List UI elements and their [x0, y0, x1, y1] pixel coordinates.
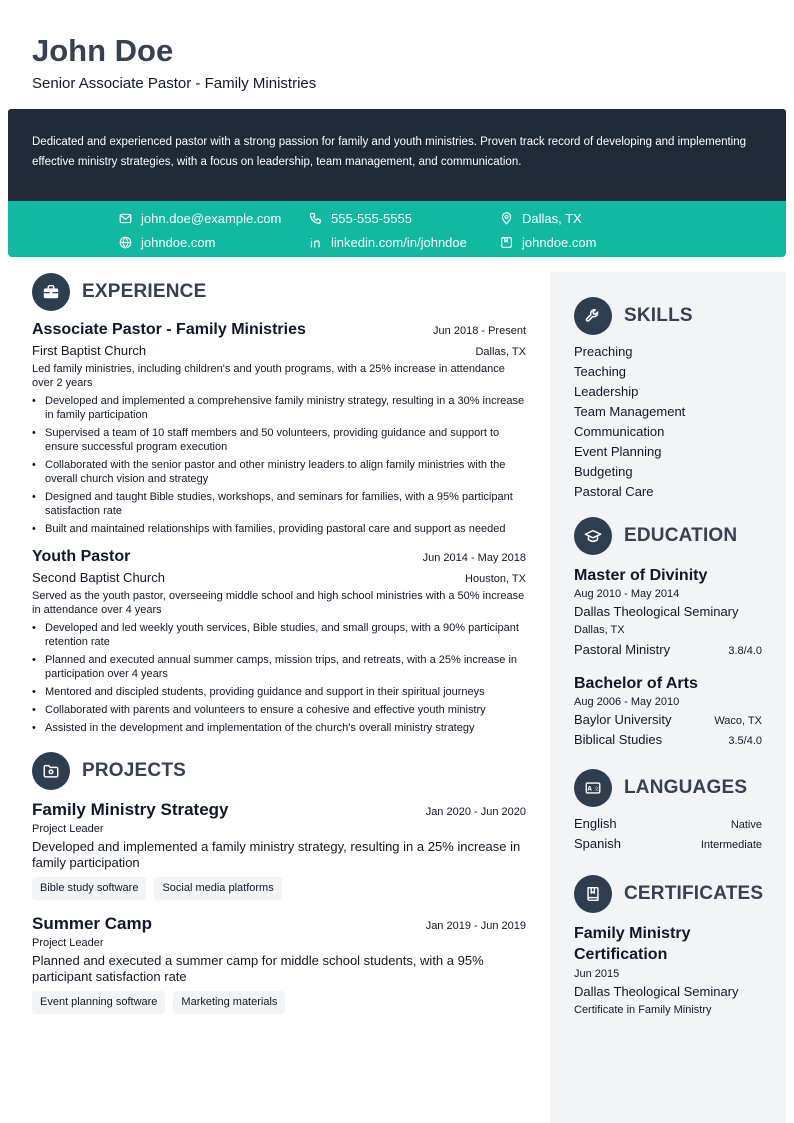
certificate-name: Family Ministry Certification — [574, 925, 691, 963]
experience-header — [32, 272, 526, 312]
languages-title: LANGUAGES — [624, 777, 748, 798]
experience-title: EXPERIENCE — [82, 281, 207, 302]
mail-icon — [119, 212, 132, 225]
skill-item: Leadership — [574, 384, 639, 399]
education-field: Pastoral Ministry — [574, 642, 671, 657]
job-organization: Second Baptist Church — [32, 570, 165, 585]
job-bullet: • Developed and implemented a comprehensive family ministry strategy, resulting in a 30% increase in family participation — [32, 394, 526, 422]
contact-email-text[interactable]: john.doe@example.com — [141, 210, 282, 226]
contact-phone-text[interactable]: 555-555-5555 — [331, 210, 412, 226]
project-tag: Marketing materials — [173, 991, 285, 1014]
project-role: Project Leader — [32, 937, 104, 949]
project-description: Developed and implemented a family ministry strategy, resulting in a 25% increase in family participation — [32, 839, 521, 870]
language-item — [574, 814, 762, 834]
header — [32, 32, 316, 94]
project-title: Family Ministry Strategy — [32, 800, 229, 819]
summary-text: Dedicated and experienced pastor with a strong passion for family and youth ministries. Proven track record of developing and implementing effective ministry strategies, with a focus on leadership, team management, and communication. — [32, 136, 747, 168]
job-bullet: • Collaborated with parents and volunteers to ensure a cohesive and effective youth ministry — [32, 703, 526, 717]
contact-website[interactable] — [119, 233, 215, 251]
contact-portfolio-text[interactable]: johndoe.com — [522, 234, 597, 250]
education-title: EDUCATION — [624, 525, 738, 546]
job-location: Dallas, TX — [475, 346, 526, 358]
certificate-issuer: Dallas Theological Seminary — [574, 984, 739, 999]
project-title: Summer Camp — [32, 914, 152, 933]
projects-header — [32, 751, 526, 791]
contact-phone[interactable] — [309, 209, 412, 227]
skill-item: Team Management — [574, 404, 686, 419]
portfolio-icon — [500, 236, 513, 249]
project-tag: Bible study software — [32, 877, 146, 900]
phone-icon — [309, 212, 322, 225]
project-description: Planned and executed a summer camp for middle school students, with a 95% participant satisfaction rate — [32, 953, 484, 984]
svg-text:文: 文 — [593, 786, 600, 793]
job-bullet: • Planned and executed annual summer camps, mission trips, and retreats, with a 25% increase in participation over 4 years — [32, 653, 526, 681]
project-entry — [32, 914, 526, 1014]
contact-location — [500, 209, 582, 227]
project-role: Project Leader — [32, 823, 104, 835]
certificates-header — [574, 874, 762, 914]
job-location: Houston, TX — [465, 573, 526, 585]
svg-text:A: A — [587, 786, 592, 793]
skill-item: Communication — [574, 424, 665, 439]
education-school: Dallas Theological Seminary — [574, 604, 739, 619]
education-gpa: 3.8/4.0 — [728, 645, 762, 657]
globe-icon — [119, 236, 132, 249]
education-school: Baylor University — [574, 712, 672, 727]
job-entry — [32, 548, 526, 735]
contact-linkedin[interactable] — [309, 233, 467, 251]
education-date: Aug 2010 - May 2014 — [574, 588, 680, 600]
language-name: Spanish — [574, 836, 621, 851]
job-summary: Led family ministries, including children's and youth programs, with a 25% increase in attendance over 2 years — [32, 363, 505, 389]
contact-website-text[interactable]: johndoe.com — [141, 234, 216, 250]
job-organization: First Baptist Church — [32, 343, 147, 358]
project-tags — [32, 877, 526, 900]
candidate-title: Senior Associate Pastor - Family Ministries — [32, 75, 317, 92]
folder-icon — [32, 752, 70, 790]
project-tags — [32, 991, 526, 1014]
language-level: Intermediate — [700, 839, 762, 851]
job-summary: Served as the youth pastor, overseeing middle school and high school ministries with a 50% increase in attendance over 4 years — [32, 590, 525, 616]
language-icon — [574, 769, 612, 807]
project-date: Jan 2020 - Jun 2020 — [425, 806, 526, 818]
project-date: Jan 2019 - Jun 2019 — [425, 920, 526, 932]
language-name: English — [574, 816, 617, 831]
summary-banner — [8, 109, 786, 201]
skills-header — [574, 296, 762, 336]
job-bullets — [32, 621, 526, 735]
contact-location-text: Dallas, TX — [522, 210, 582, 226]
skill-item: Preaching — [574, 344, 633, 359]
job-date: Jun 2018 - Present — [433, 325, 526, 337]
job-bullet: • Mentored and discipled students, providing guidance and support in their spiritual journeys — [32, 685, 526, 699]
skills-list — [574, 342, 762, 502]
education-gpa: 3.5/4.0 — [728, 735, 762, 747]
job-bullet: • Built and maintained relationships with families, providing pastoral care and support as needed — [32, 522, 526, 536]
job-bullet: • Supervised a team of 10 staff members and 50 volunteers, providing guidance and support to ensure successful program execution — [32, 426, 526, 454]
contact-linkedin-text[interactable]: linkedin.com/in/johndoe — [331, 234, 467, 250]
education-degree: Bachelor of Arts — [574, 675, 698, 692]
job-bullet: • Collaborated with the senior pastor and other ministry leaders to align family ministries with the overall church vision and strategy — [32, 458, 526, 486]
contact-bar — [8, 201, 786, 257]
contact-email[interactable] — [119, 209, 281, 227]
project-tag: Social media platforms — [154, 877, 281, 900]
project-tag: Event planning software — [32, 991, 165, 1014]
projects-title: PROJECTS — [82, 760, 187, 781]
job-date: Jun 2014 - May 2018 — [422, 552, 526, 564]
certificate-detail: Certificate in Family Ministry — [574, 1004, 712, 1016]
skill-item: Pastoral Care — [574, 484, 654, 499]
education-degree: Master of Divinity — [574, 567, 708, 584]
graduation-cap-icon — [574, 517, 612, 555]
skills-title: SKILLS — [624, 305, 693, 326]
job-bullet: • Developed and led weekly youth services, Bible studies, and small groups, with a 90% participant retention rate — [32, 621, 526, 649]
candidate-name: John Doe — [32, 33, 174, 68]
language-level: Native — [730, 819, 762, 831]
skill-item: Event Planning — [574, 444, 662, 459]
job-title: Youth Pastor — [32, 548, 131, 565]
education-entry — [574, 673, 762, 750]
education-date: Aug 2006 - May 2010 — [574, 696, 680, 708]
education-location: Waco, TX — [714, 715, 762, 727]
skill-item: Budgeting — [574, 464, 633, 479]
job-bullets — [32, 394, 526, 536]
job-entry — [32, 321, 526, 536]
contact-portfolio[interactable] — [500, 233, 596, 251]
skill-item: Teaching — [574, 364, 627, 379]
job-title: Associate Pastor - Family Ministries — [32, 321, 306, 338]
certificate-date: Jun 2015 — [574, 968, 620, 980]
languages-header — [574, 768, 762, 808]
education-entry — [574, 565, 762, 660]
certificates-title: CERTIFICATES — [624, 883, 764, 904]
job-bullet: • Assisted in the development and implementation of the church's overall ministry strategy — [32, 721, 526, 735]
sidebar — [550, 272, 786, 1123]
education-location: Dallas, TX — [574, 624, 625, 636]
linkedin-icon — [309, 236, 322, 249]
language-item — [574, 834, 762, 854]
wrench-icon — [574, 297, 612, 335]
languages-list — [574, 814, 762, 854]
map-pin-icon — [500, 212, 513, 225]
certificate-book-icon — [574, 875, 612, 913]
job-bullet: • Designed and taught Bible studies, workshops, and seminars for families, with a 95% participant satisfaction rate — [32, 490, 526, 518]
main-column — [32, 272, 526, 1014]
briefcase-icon — [32, 273, 70, 311]
certificate-entry — [574, 923, 762, 1018]
project-entry — [32, 800, 526, 900]
education-field: Biblical Studies — [574, 732, 663, 747]
education-header — [574, 516, 762, 556]
